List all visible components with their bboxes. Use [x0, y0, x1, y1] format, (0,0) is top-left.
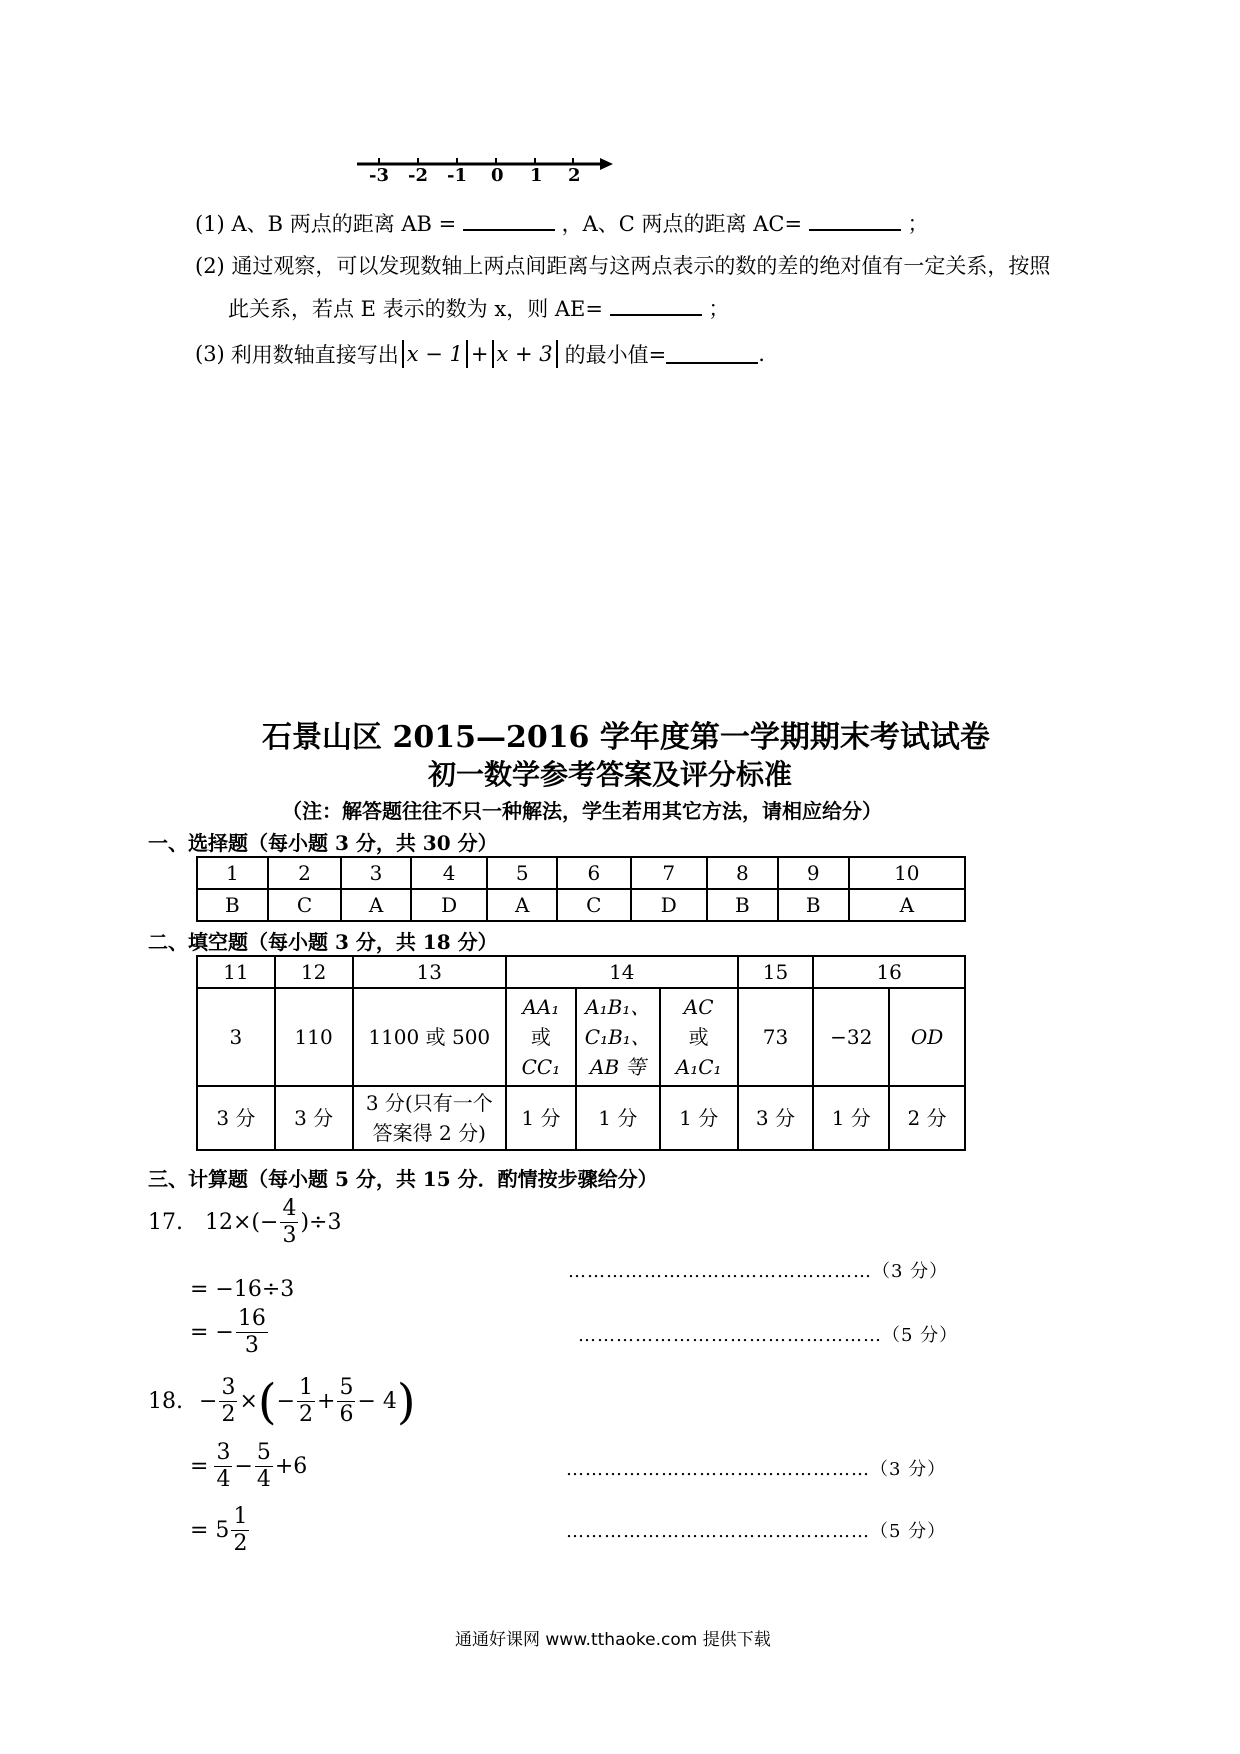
- table-cell: 9: [778, 857, 849, 889]
- table-cell: D: [411, 889, 487, 921]
- cell-line: A₁C₁: [675, 1055, 722, 1079]
- table-cell: B: [197, 889, 268, 921]
- table-cell: 1 分: [506, 1086, 576, 1150]
- left-paren: (: [257, 1373, 277, 1430]
- table-cell: [506, 988, 576, 1086]
- expression: +: [317, 1389, 336, 1414]
- table-cell: 1: [197, 857, 268, 889]
- table-cell: 3 分: [197, 1086, 275, 1150]
- numerator: 3: [216, 1440, 231, 1465]
- table-cell: 6: [557, 857, 630, 889]
- question-text: 的最小值=: [564, 343, 667, 367]
- table-cell: 4: [411, 857, 487, 889]
- abs-bar: [402, 340, 404, 368]
- question-number: (3): [195, 342, 225, 366]
- tick-label: -1: [447, 165, 467, 186]
- right-paren: ): [396, 1373, 416, 1430]
- numerator: 5: [256, 1440, 271, 1465]
- expression: −: [234, 1454, 253, 1479]
- problem-18: [148, 1373, 416, 1430]
- expression: = −: [190, 1320, 234, 1345]
- question-2: [195, 250, 1050, 280]
- tick-label: 1: [530, 165, 543, 186]
- question-number: (1): [195, 212, 225, 236]
- denominator: 4: [256, 1467, 271, 1492]
- expression: +6: [274, 1454, 308, 1479]
- cell-line: AA₁: [522, 995, 560, 1019]
- fraction: [337, 1377, 355, 1426]
- plus-sign: +: [470, 342, 489, 366]
- tick-label: -2: [408, 165, 428, 186]
- answer-blank[interactable]: [610, 296, 702, 316]
- table-cell: A: [341, 889, 411, 921]
- step-line: [190, 1442, 307, 1491]
- denominator: 3: [244, 1333, 259, 1358]
- answer-key-title: 石景山区 2015—2016 学年度第一学期期末考试试卷: [262, 720, 990, 755]
- table-cell: 1 分: [660, 1086, 738, 1150]
- table-cell: A: [487, 889, 557, 921]
- numerator: 5: [339, 1375, 354, 1400]
- score-step: …………………………………………（5 分）: [578, 1325, 959, 1346]
- section-heading: 二、填空题（每小题 3 分，共 18 分）: [148, 930, 498, 954]
- table-row: [197, 988, 965, 1086]
- table-cell: 1 分: [813, 1086, 889, 1150]
- abs-bar: [466, 340, 468, 368]
- table-cell: 2: [268, 857, 341, 889]
- table-cell: 15: [738, 956, 814, 988]
- table-cell: 2 分: [889, 1086, 965, 1150]
- table-row: [197, 1086, 965, 1150]
- answer-blank[interactable]: [809, 211, 901, 231]
- question-text: ；: [907, 212, 929, 236]
- question-2-line2: [228, 293, 729, 323]
- question-text: 利用数轴直接写出: [230, 343, 399, 367]
- abs-expression: x − 1: [406, 342, 463, 366]
- cell-line: 3 分(只有一个: [365, 1091, 493, 1115]
- denominator: 2: [233, 1531, 248, 1556]
- fraction: [236, 1308, 268, 1357]
- denominator: 6: [339, 1402, 354, 1427]
- denominator: 3: [282, 1223, 297, 1248]
- table-cell: 3 分: [275, 1086, 353, 1150]
- tick-label: 0: [491, 165, 504, 186]
- expression: −: [276, 1389, 296, 1414]
- question-text: .: [758, 342, 765, 366]
- expression: = 5: [190, 1518, 230, 1543]
- denominator: 2: [299, 1402, 314, 1427]
- fraction: [255, 1442, 273, 1491]
- table-cell: 3: [341, 857, 411, 889]
- abs-bar: [492, 340, 494, 368]
- score-step: …………………………………………（5 分）: [566, 1521, 947, 1542]
- table-cell: C: [268, 889, 341, 921]
- question-text: 通过观察，可以发现数轴上两点间距离与这两点表示的数的差的绝对值有一定关系，按照: [231, 254, 1051, 278]
- table-cell: 3: [197, 988, 275, 1086]
- table-cell: 3 分: [738, 1086, 814, 1150]
- fraction: [297, 1377, 315, 1426]
- question-text: 此关系，若点 E 表示的数为 x，则 AE=: [228, 297, 603, 321]
- table-cell: 7: [631, 857, 707, 889]
- expression: − 4: [357, 1389, 397, 1414]
- table-cell: OD: [889, 988, 965, 1086]
- section-heading: 三、计算题（每小题 5 分，共 15 分．酌情按步骤给分）: [148, 1167, 658, 1191]
- table-cell: C: [557, 889, 630, 921]
- numerator: 1: [299, 1375, 314, 1400]
- table-cell: 5: [487, 857, 557, 889]
- table-cell: 14: [506, 956, 738, 988]
- cell-line: C₁B₁、: [584, 1025, 651, 1049]
- multiple-choice-table: [196, 856, 966, 922]
- numerator: 3: [221, 1375, 236, 1400]
- denominator: 4: [216, 1467, 231, 1492]
- table-cell: A: [849, 889, 965, 921]
- cell-line: AB 等: [590, 1055, 646, 1079]
- cell-line: 答案得 2 分): [372, 1121, 486, 1145]
- answer-key-subtitle: 初一数学参考答案及评分标准: [428, 758, 793, 791]
- denominator: 2: [221, 1402, 236, 1427]
- table-cell: 1 分: [576, 1086, 660, 1150]
- abs-bar: [556, 340, 558, 368]
- expression: =: [190, 1454, 209, 1479]
- problem-number: 18.: [148, 1389, 183, 1414]
- fraction: [280, 1198, 298, 1247]
- question-number: (2): [195, 254, 225, 278]
- table-cell: 10: [849, 857, 965, 889]
- cell-line: AC: [683, 995, 714, 1019]
- expression: ×: [239, 1389, 258, 1414]
- question-text: ，A、C 两点的距离 AC=: [561, 212, 803, 236]
- table-cell: 1100 或 500: [353, 988, 506, 1086]
- fill-in-table: [196, 955, 966, 1151]
- table-cell: 11: [197, 956, 275, 988]
- step-line: [190, 1506, 251, 1555]
- fraction: [214, 1442, 232, 1491]
- grading-note: （注：解答题往往不只一种解法，学生若用其它方法，请相应给分）: [282, 799, 882, 823]
- problem-number: 17.: [148, 1210, 183, 1235]
- problem-17: [148, 1198, 341, 1247]
- fraction: [231, 1506, 249, 1555]
- table-row: [197, 889, 965, 921]
- question-text: ；: [708, 297, 730, 321]
- table-cell: 8: [707, 857, 778, 889]
- table-row: [197, 857, 965, 889]
- table-cell: [576, 988, 660, 1086]
- table-cell: D: [631, 889, 707, 921]
- tick-label: -3: [369, 165, 389, 186]
- table-cell: 13: [353, 956, 506, 988]
- table-cell: [660, 988, 738, 1086]
- table-cell: 110: [275, 988, 353, 1086]
- question-3: [195, 339, 765, 369]
- numerator: 4: [282, 1196, 297, 1221]
- table-cell: 16: [813, 956, 965, 988]
- question-text: A、B 两点的距离 AB =: [231, 212, 457, 236]
- fraction: [219, 1377, 237, 1426]
- step-line: = −16÷3: [190, 1277, 295, 1302]
- table-cell: [353, 1086, 506, 1150]
- table-cell: B: [707, 889, 778, 921]
- section-heading: 一、选择题（每小题 3 分，共 30 分）: [148, 831, 498, 855]
- footer-text: 通通好课网 www.tthaoke.com 提供下载: [455, 1630, 771, 1650]
- score-step: …………………………………………（3 分）: [568, 1261, 949, 1282]
- table-cell: 12: [275, 956, 353, 988]
- cell-line: 或: [530, 1025, 551, 1049]
- number-line: [355, 150, 615, 190]
- abs-expression: x + 3: [496, 342, 553, 366]
- step-line: [190, 1308, 270, 1357]
- score-step: …………………………………………（3 分）: [566, 1459, 947, 1480]
- answer-blank[interactable]: [666, 344, 758, 364]
- expression: 12×(−: [205, 1210, 279, 1235]
- cell-line: CC₁: [521, 1055, 561, 1079]
- cell-line: A₁B₁、: [585, 995, 651, 1019]
- tick-label: 2: [568, 165, 581, 186]
- table-cell: B: [778, 889, 849, 921]
- table-row: [197, 956, 965, 988]
- numerator: 16: [237, 1306, 266, 1331]
- expression: )÷3: [300, 1210, 342, 1235]
- table-cell: 73: [738, 988, 814, 1086]
- table-cell: −32: [813, 988, 889, 1086]
- expression: −: [199, 1389, 218, 1414]
- numerator: 1: [233, 1504, 248, 1529]
- question-1: [195, 208, 928, 238]
- answer-blank[interactable]: [463, 211, 555, 231]
- cell-line: 或: [688, 1025, 709, 1049]
